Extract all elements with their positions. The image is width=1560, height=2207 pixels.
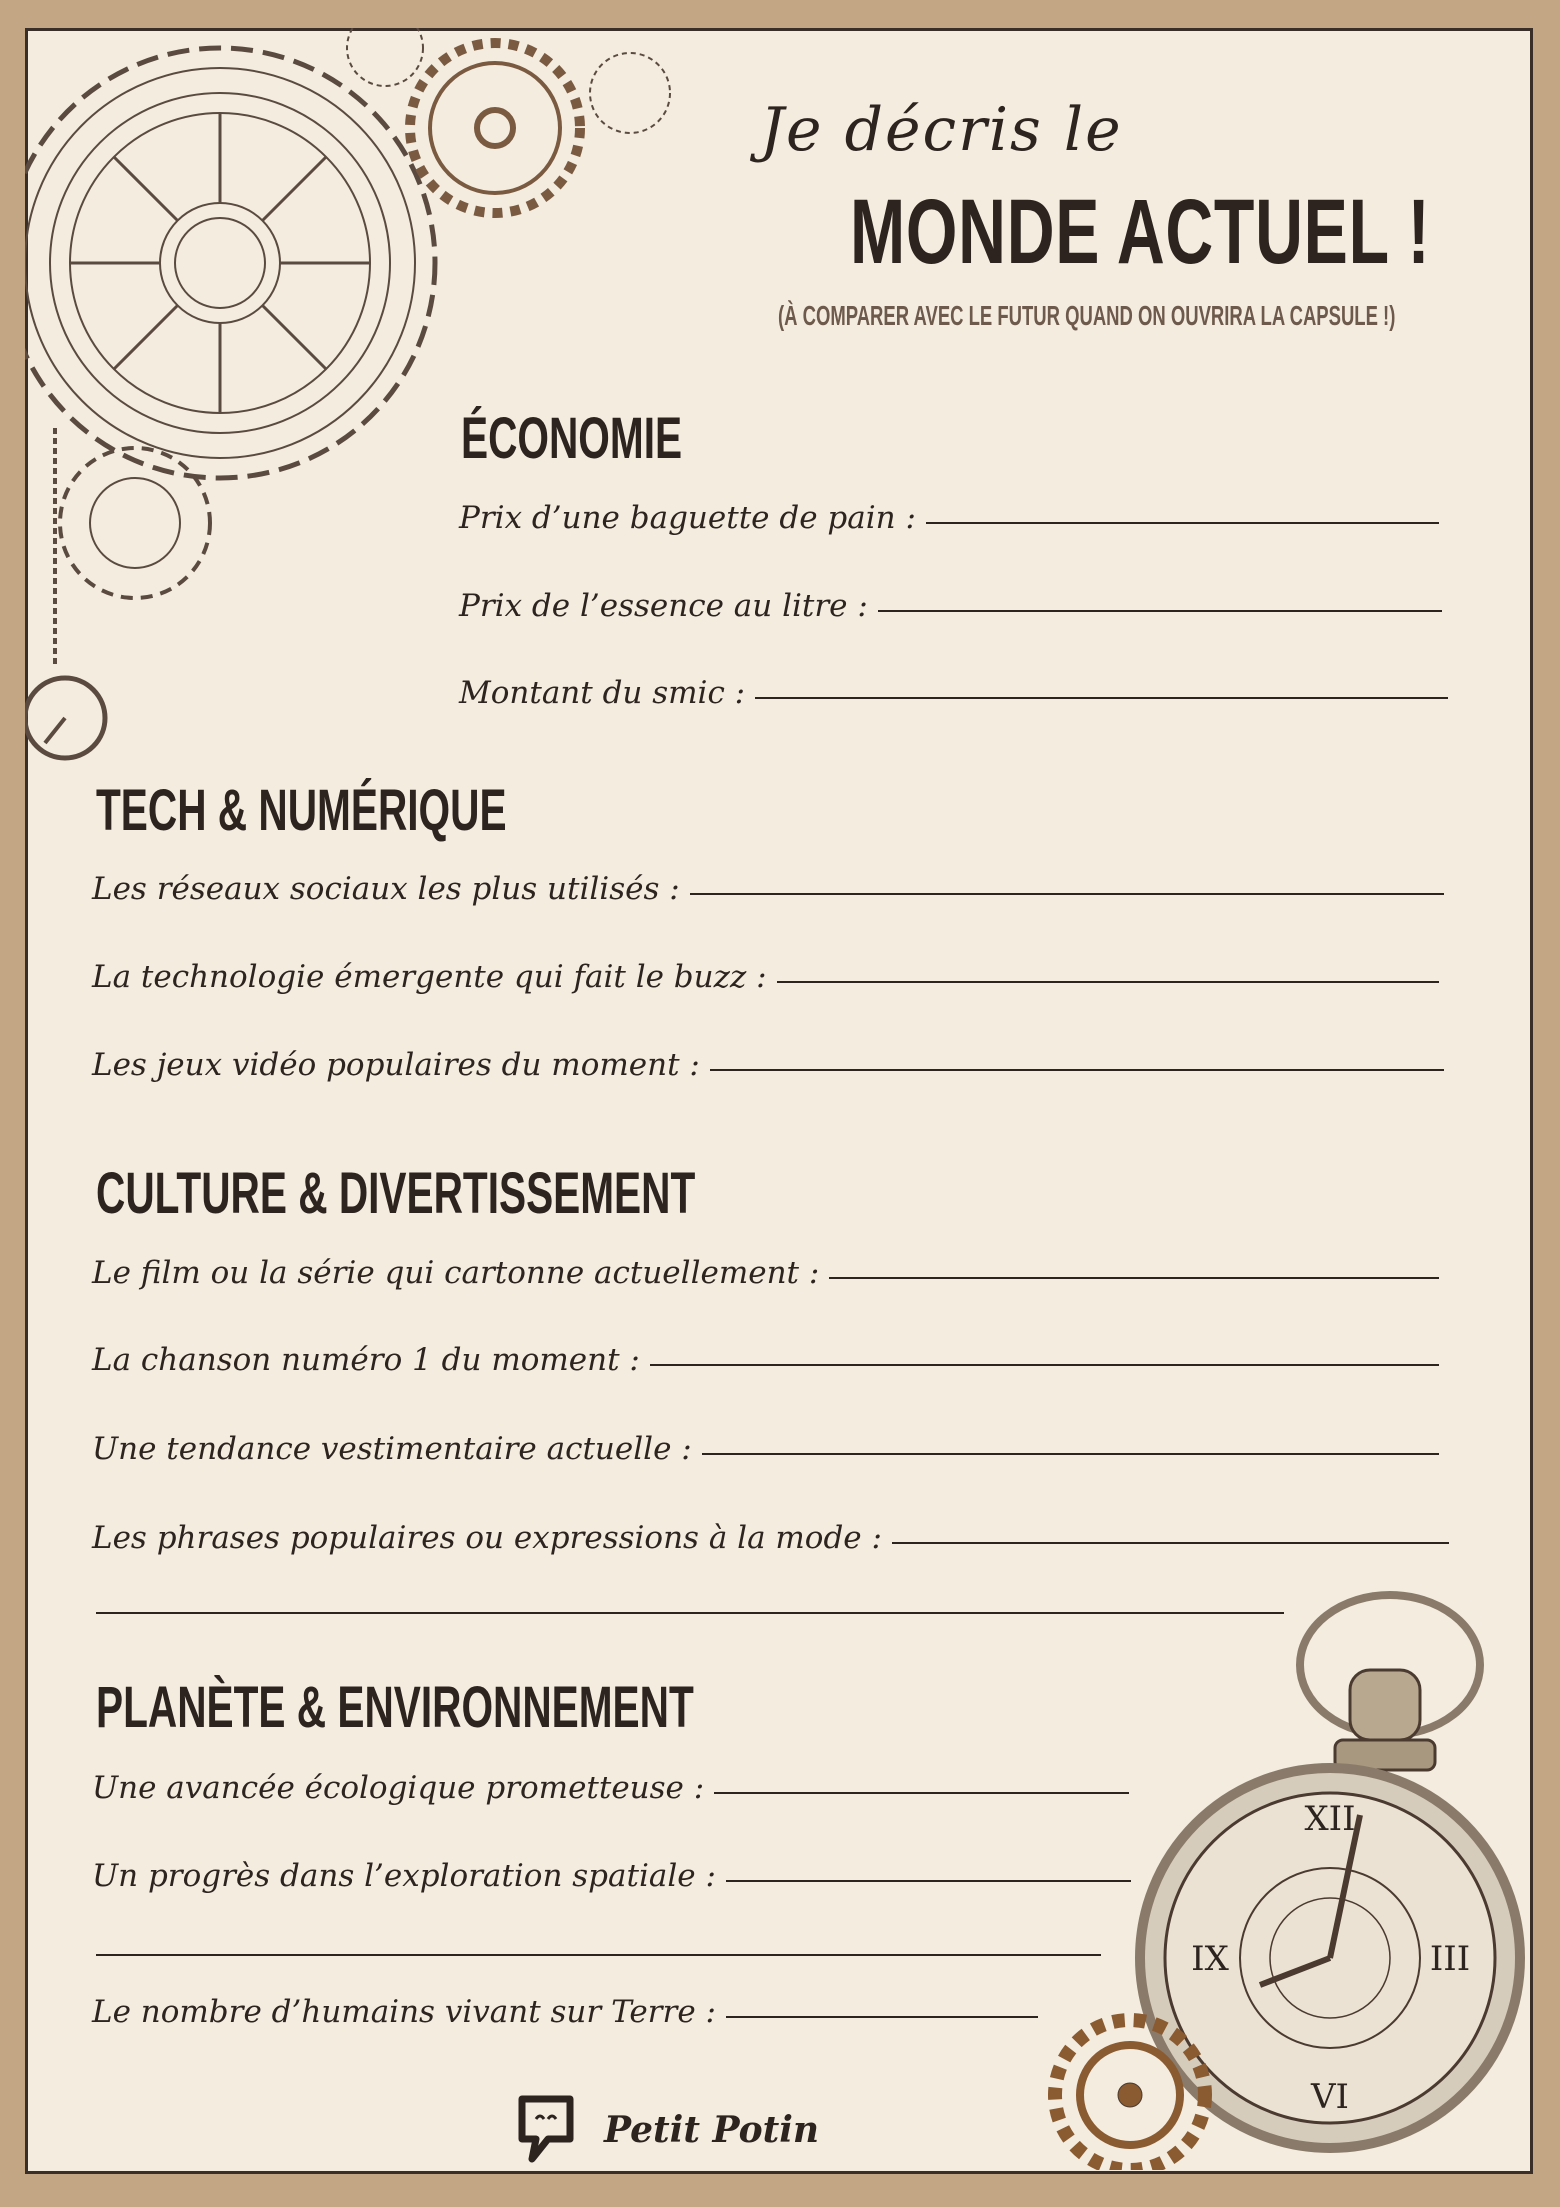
svg-text:VI: VI	[1311, 2077, 1349, 2117]
field-label: Prix de l’essence au litre :	[459, 588, 868, 624]
field-label: Une tendance vestimentaire actuelle :	[92, 1431, 692, 1467]
answer-line-continued[interactable]	[96, 1954, 1101, 1956]
field-label: Les phrases populaires ou expressions à la mode :	[92, 1520, 882, 1556]
field-label: Un progrès dans l’exploration spatiale :	[92, 1858, 716, 1894]
page-subtitle: (À COMPARER AVEC LE FUTUR QUAND ON OUVRIRA LA CAPSULE !)	[778, 300, 1396, 331]
section-heading-planete: PLANÈTE & ENVIRONNEMENT	[96, 1675, 694, 1740]
field-label: La chanson numéro 1 du moment :	[92, 1342, 640, 1378]
field-baguette-price	[459, 500, 1439, 536]
answer-line[interactable]	[650, 1364, 1439, 1366]
answer-line[interactable]	[926, 522, 1439, 524]
svg-text:III: III	[1429, 1939, 1471, 1979]
answer-line[interactable]	[726, 2016, 1038, 2018]
answer-line[interactable]	[710, 1069, 1444, 1071]
field-fashion-trend	[92, 1431, 1439, 1467]
answer-line[interactable]	[892, 1542, 1449, 1544]
answer-line[interactable]	[829, 1277, 1439, 1279]
field-label: Les jeux vidéo populaires du moment :	[92, 1047, 700, 1083]
svg-text:XII: XII	[1304, 1799, 1356, 1839]
field-label: Le nombre d’humains vivant sur Terre :	[92, 1994, 716, 2030]
field-popular-phrases	[92, 1520, 1449, 1556]
pocket-watch-illustration	[1030, 1590, 1540, 2170]
script-title: Je décris le	[760, 95, 1123, 165]
field-video-games	[92, 1047, 1444, 1083]
field-label: Le film ou la série qui cartonne actuellement :	[92, 1255, 820, 1291]
page-title: MONDE ACTUEL !	[850, 181, 1431, 283]
section-heading-tech: TECH & NUMÉRIQUE	[96, 778, 507, 843]
brand-name: Petit Potin	[604, 2109, 820, 2151]
field-space-exploration	[92, 1858, 1131, 1894]
field-label: La technologie émergente qui fait le buzz :	[92, 959, 767, 995]
answer-line[interactable]	[878, 610, 1442, 612]
field-label: Prix d’une baguette de pain :	[459, 500, 916, 536]
field-top-song	[92, 1342, 1439, 1378]
field-label: Les réseaux sociaux les plus utilisés :	[92, 871, 680, 907]
svg-text:IX: IX	[1191, 1939, 1229, 1979]
field-fuel-price	[459, 588, 1442, 624]
field-social-networks	[92, 871, 1444, 907]
field-emerging-tech	[92, 959, 1439, 995]
field-label: Montant du smic :	[459, 675, 746, 711]
field-label: Une avancée écologique prometteuse :	[92, 1770, 705, 1806]
section-heading-economie: ÉCONOMIE	[461, 406, 683, 471]
answer-line[interactable]	[690, 893, 1444, 895]
section-heading-culture: CULTURE & DIVERTISSEMENT	[96, 1161, 696, 1226]
answer-line[interactable]	[755, 697, 1448, 699]
speech-bubble-icon	[518, 2095, 574, 2165]
field-smic	[459, 675, 1448, 711]
field-film-series	[92, 1255, 1439, 1291]
field-world-population	[92, 1994, 1038, 2030]
brand-logo	[518, 2095, 819, 2165]
answer-line[interactable]	[777, 981, 1439, 983]
answer-line[interactable]	[702, 1453, 1439, 1455]
field-ecological-advance	[92, 1770, 1129, 1806]
